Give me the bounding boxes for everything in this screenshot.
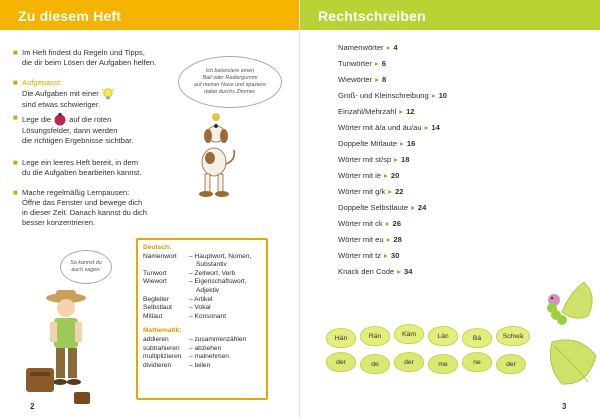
leaf-syllable[interactable]: ne <box>462 352 492 372</box>
glossary-row: Wiewort – Eigenschaftswort, <box>143 278 247 286</box>
leaf-syllable[interactable]: Käm <box>394 324 424 344</box>
bullet-4: ■ Lege ein leeres Heft bereit, in dem du die Aufgaben bearbeiten kannst. <box>13 158 142 177</box>
toc-item[interactable]: Doppelte Selbstlaute ▸ 24 <box>338 203 427 212</box>
leaf-syllable[interactable]: Rän <box>360 326 390 346</box>
arrow-icon: ▸ <box>374 59 379 68</box>
right-title-banner <box>300 0 600 30</box>
glossary-row: Tunwort – Zeitwort, Verb <box>143 269 236 277</box>
glossary-row: Adjektiv <box>196 286 220 294</box>
toc-item[interactable]: Einzahl/Mehrzahl ▸ 12 <box>338 107 415 116</box>
arrow-icon: ▸ <box>375 75 379 84</box>
table-of-contents <box>338 40 578 280</box>
toc-item[interactable]: Namenwörter ▸ 4 <box>338 43 398 52</box>
bullet-5: ■ Mache regelmäßig Lernpausen: Öffne das Fenster und bewege dich in dieser Zeit. Danach kannst du dich besser konzentrieren. <box>13 188 147 227</box>
right-page-title: Rechtschreiben <box>318 8 426 24</box>
toc-item[interactable]: Groß- und Kleinschreibung ▸ 10 <box>338 91 448 100</box>
glossary-row: Mitlaut – Konsonant <box>143 312 227 320</box>
leaf-syllable[interactable]: Hän <box>326 328 356 348</box>
glossary-row: Substantiv <box>196 261 227 269</box>
toc-item[interactable]: Tunwörter ▸ 6 <box>338 59 386 68</box>
arrow-icon: ▸ <box>399 107 404 116</box>
leaf-syllable[interactable]: der <box>496 354 526 374</box>
left-page-title: Zu diesem Heft <box>18 8 122 24</box>
glossary-row: Selbstlaut – Vokal <box>143 304 211 312</box>
glossary-row: dividieren – teilen <box>143 361 211 369</box>
glossary-row: Begleiter – Artikel <box>143 295 213 303</box>
arrow-icon: ▸ <box>394 155 398 164</box>
bullet-2: ■ Aufgepasst: Die Aufgaben mit einer sind etwas schwieriger. <box>22 78 115 110</box>
leaf-syllable[interactable]: der <box>326 352 356 372</box>
bullet-dot-icon: ■ <box>13 78 18 87</box>
glossary-box: Deutsch: Namenwort – Hauptwort, Nomen, Substantiv Tunwort – Zeitwort, Verb Wiewort – Eigenschaftswort, Adjektiv Begleiter – Artikel Selbstlaut – Vokal Mitlaut – Konsonant Mathematik: addieren – zusammenzählen subtrahieren – abziehen multiplizieren – malnehmen dividieren – teilen <box>136 238 268 400</box>
bullet-1: ■ Im Heft findest du Regeln und Tipps, die dir beim Lösen der Aufgaben helfen. <box>13 48 157 67</box>
bullet-3: ■ Lege die auf die roten Lösungsfelder, dann werden die richtigen Ergebnisse sichtbar. <box>13 113 134 145</box>
dog-illustration <box>186 112 242 204</box>
arrow-icon: ▸ <box>397 267 401 276</box>
lightbulb-icon <box>101 88 115 100</box>
toc-item[interactable]: Wörter mit ck ▸ 26 <box>338 219 401 228</box>
leaf-syllable[interactable]: de <box>360 354 390 374</box>
toc-item[interactable]: Doppelte Mitlaute ▸ 16 <box>338 139 416 148</box>
leaf-syllable[interactable]: Bä <box>462 328 492 348</box>
bullet-dot-icon: ■ <box>13 158 18 167</box>
speech-bubble-boy: So kannst du auch sagen: <box>60 250 112 284</box>
leaf-syllable[interactable]: Län <box>428 326 458 346</box>
arrow-icon: ▸ <box>384 251 388 260</box>
toc-item[interactable]: Wörter mit g/k ▸ 22 <box>338 187 404 196</box>
toc-item[interactable]: Wörter mit st/sp ▸ 18 <box>338 155 410 164</box>
bullet-dot-icon: ■ <box>13 48 18 57</box>
left-title-banner <box>0 0 300 30</box>
caterpillar-illustration <box>540 282 598 392</box>
toc-item[interactable]: Wiewörter ▸ 8 <box>338 75 387 84</box>
red-foil-icon <box>53 113 67 126</box>
arrow-icon: ▸ <box>386 235 391 244</box>
toc-item[interactable]: Wörter mit eu ▸ 28 <box>338 235 402 244</box>
arrow-icon: ▸ <box>431 91 436 100</box>
glossary-row: multiplizieren – malnehmen <box>143 353 229 361</box>
arrow-icon: ▸ <box>385 219 390 228</box>
arrow-icon: ▸ <box>411 203 415 212</box>
glossary-row: addieren – zusammenzählen <box>143 335 247 343</box>
toc-item[interactable]: Wörter mit ie ▸ 20 <box>338 171 400 180</box>
toc-item[interactable]: Knack den Code ▸ 34 <box>338 267 413 276</box>
arrow-icon: ▸ <box>388 187 393 196</box>
leaf-syllable[interactable]: me <box>428 354 458 374</box>
leaf-syllable[interactable]: Schwä <box>496 326 530 346</box>
arrow-icon: ▸ <box>386 43 391 52</box>
page-number-right: 3 <box>562 402 567 411</box>
arrow-icon: ▸ <box>384 171 388 180</box>
glossary-row: Namenwort – Hauptwort, Nomen, <box>143 252 252 260</box>
arrow-icon: ▸ <box>424 123 429 132</box>
page-number-left: 2 <box>30 402 35 411</box>
leaf-syllable[interactable]: der <box>394 352 424 372</box>
toc-item[interactable]: Wörter mit tz ▸ 30 <box>338 251 400 260</box>
right-page <box>300 0 600 419</box>
glossary-row: subtrahieren – abziehen <box>143 344 222 352</box>
toc-item[interactable]: Wörter mit ä/a und äu/au ▸ 14 <box>338 123 440 132</box>
arrow-icon: ▸ <box>400 139 404 148</box>
speech-bubble-dog: Ich balanciere einen Ball oder Radiergummi auf meiner Nase und spaziere dabei durchs Zimmer. <box>178 56 282 108</box>
boy-illustration <box>26 288 130 410</box>
bullet-dot-icon: ■ <box>13 188 18 197</box>
bullet-dot-icon: ■ <box>13 113 18 122</box>
